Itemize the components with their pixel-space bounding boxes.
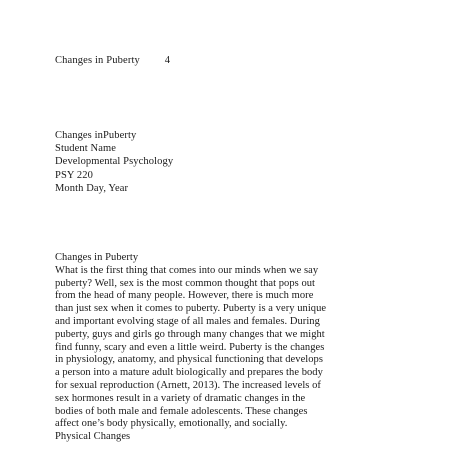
section-heading: Changes in Puberty (55, 252, 139, 263)
course-code: PSY 220 (55, 169, 93, 181)
page-number: 4 (164, 55, 171, 66)
body-line: puberty, guys and girls go through many changes that we might (55, 328, 325, 340)
body-line: from the head of many people. However, there is much more (55, 290, 314, 302)
running-head (55, 55, 170, 66)
subsection-heading: Physical Changes (55, 431, 131, 443)
body-text-block (55, 252, 400, 444)
body-line: affect one’s body physically, emotionally, and socially. (55, 418, 288, 430)
paper-title: Changes inPuberty (55, 130, 137, 141)
body-line: than just sex when it comes to puberty. Puberty is a very unique (55, 303, 327, 315)
running-head-title: Changes in Puberty (55, 55, 140, 66)
body-line: find funny, scary and even a little weird. Puberty is the changes (55, 341, 325, 353)
body-line: puberty? Well, sex is the most common thought that pops out (55, 277, 316, 289)
body-line: a person into a mature adult biologically and prepares the body (55, 367, 323, 379)
body-line: bodies of both male and female adolescents. These changes (55, 405, 308, 417)
body-line: sex hormones result in a variety of dramatic changes in the (55, 392, 306, 404)
student-name: Student Name (55, 143, 116, 155)
body-line: in physiology, anatomy, and physical functioning that develops (55, 354, 323, 366)
body-line: for sexual reproduction (Arnett, 2013). The increased levels of (55, 379, 321, 391)
body-line: and important evolving stage of all males and females. During (55, 315, 320, 327)
course-name: Developmental Psychology (55, 156, 174, 168)
body-line: What is the first thing that comes into our minds when we say (55, 264, 319, 276)
title-page-block (55, 129, 173, 195)
date-line: Month Day, Year (55, 182, 129, 194)
